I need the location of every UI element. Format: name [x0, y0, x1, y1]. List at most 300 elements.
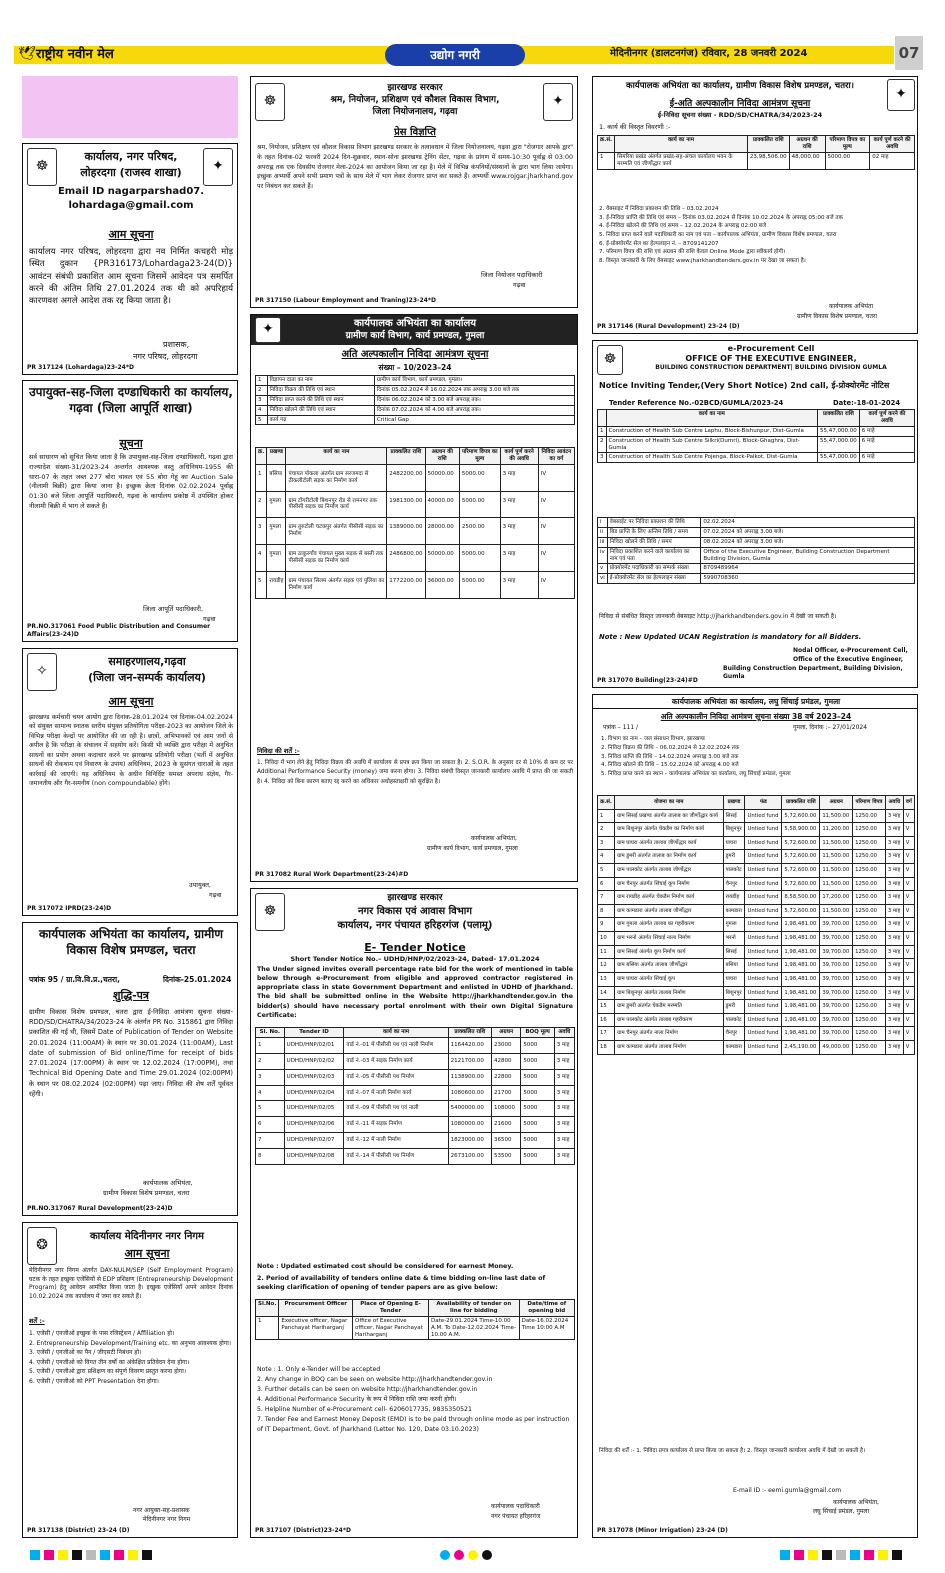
table-header-row	[598, 136, 915, 153]
office-name: कार्यपालक अभियंता का कार्यालय, ग्रामीण विकास विशेष प्रमण्डल, चतरा।	[626, 81, 854, 91]
office-name: OFFICE OF THE EXECUTIVE ENGINEER,	[685, 354, 857, 363]
pr-reference: PR 317107 (District)23-24*D	[255, 1526, 351, 1534]
table-cell: 5000	[521, 1101, 554, 1117]
pr-reference: PR.NO.317067 Rural Development(23-24)D	[27, 1204, 173, 1212]
page-number: 07	[895, 36, 923, 70]
table-cell: 4	[598, 850, 615, 864]
table-cell: 1250.00	[853, 918, 886, 932]
term-item: 3. एजेंसी / एनजीओ का पैन / जीएसटी निबंधन हो।	[29, 1349, 142, 1357]
table-cell: 3	[256, 395, 268, 405]
column-header: वर्ग	[903, 796, 914, 810]
table-cell: 1772200.00	[387, 571, 425, 598]
table-cell: कामडारा	[723, 1040, 745, 1054]
table-cell: बसिया	[267, 464, 286, 491]
table-cell: 11,500.00	[820, 809, 853, 823]
term-item: 4. एजेंसी / एनजीओ को विगत तीन वर्षों का अंकेक्षित प्रतिवेदन देना होगा।	[29, 1358, 190, 1366]
table-row	[256, 385, 575, 395]
pr-reference: PR 317072 IPRD(23-24)D	[27, 904, 112, 912]
table-cell: ई-प्रोक्योरमेंट सेल का हेल्पलाइन संख्या	[607, 574, 701, 584]
table-cell: 1250.00	[853, 986, 886, 1000]
signer: कार्यपालक अभियंता,	[143, 1179, 193, 1187]
table-cell: UDHD/HNP/02/05	[284, 1101, 344, 1117]
table-cell: ग्राम टोंगरीटोली बिशनपुर रोड से रामनगर तक पीसीसी सड़क का निर्माण कार्य	[286, 491, 387, 518]
table-row	[598, 574, 915, 584]
info-line: 3. ई-निविदा प्राप्ति की तिथि एवं समय – दिनांक 03.02.2024 से दिनांक 10.02.2024 के अपराह्न 05:00 बजे तक	[599, 214, 843, 221]
table-row	[256, 1069, 575, 1085]
table-cell: 5400000.00	[448, 1101, 491, 1117]
emblem-icon: ✦	[543, 83, 573, 121]
table-cell: 11	[598, 945, 615, 959]
scheme-table-wrap	[597, 795, 915, 1055]
column-header: प्रखण्ड	[267, 448, 286, 465]
table-cell: दिनांक 05.02.2024 से 16.02.2024 तक अपराह्न 3.00 बजे तक	[374, 385, 574, 395]
table-cell: ग्राम घाघरा अंतर्गत सिंचाई कूप	[615, 972, 723, 986]
table-cell: 07.02.2024 को अपराह्न 3.00 बजे।	[701, 527, 915, 537]
table-cell: 3	[598, 453, 607, 463]
table-cell: 3 माह	[554, 1133, 574, 1149]
period-table	[255, 1299, 575, 1340]
table-cell: 3 माह	[885, 864, 903, 878]
info-lines	[601, 735, 913, 779]
notice-garhwa-supply	[22, 380, 238, 642]
table-cell: Date-29.01.2024 Time-10.00 A.M. To Date-12.02.2024 Time-10.00 A.M.	[429, 1316, 520, 1340]
email-line-2: lohardaga@gmail.com	[68, 200, 194, 211]
table-cell: 3 माह	[554, 1101, 574, 1117]
table-row	[598, 864, 915, 878]
registration-swatch	[864, 1550, 874, 1560]
table-cell: 11,500.00	[820, 904, 853, 918]
signer-3: Building Construction Department, Building Division, Gumla	[723, 665, 903, 680]
table-cell: 2673100.00	[448, 1149, 491, 1165]
table-cell: घाघरा	[723, 972, 745, 986]
table-cell: 1250.00	[853, 945, 886, 959]
column-header: अवधि	[885, 796, 903, 810]
work-table-wrap	[597, 409, 915, 463]
column-header: Date/time of opening bid	[519, 1300, 574, 1317]
table-cell: निविदा प्रकाशित करने वाले कार्यालय का नाम एवं पता	[607, 547, 701, 564]
table-cell: 1080000.00	[448, 1117, 491, 1133]
notice-body: ग्रामीण विकास विशेष प्रमण्डल, चतरा द्वारा ई-निविदा आमंत्रण सूचना संख्या-RDD/SD/CHATRA/34/2023-24 के अंतर्गत PR No. 315861 द्वारा निविदा प्रकाशित की गई थी, जिसमें Date of Publication of Tender on Website 20.01.2024 (11:00AM) के स्थान पर 30.01.2024 (11:00AM), Last date of submission of Bid online/Time for receipt of bids 27.01.2024 (17:00PM) के स्थान पर 12.02.2024 (17:00PM), तथा Technical Bid Opening Date and Time 29.01.2024 (02:00PM) के स्थान पर 08.02.2024 (02:00PM) पढ़ा जाए। निविदा की शेष शर्तें पूर्ववत रहेंगी।	[29, 1008, 233, 1098]
table-cell: 3 माह	[885, 959, 903, 973]
table-row	[256, 395, 575, 405]
table-cell: ग्राम बसिया अंतर्गत तालाब जीर्णोद्धार	[615, 959, 723, 973]
table-cell: 3 माह	[885, 1000, 903, 1014]
table-header-row	[598, 796, 915, 810]
info-table	[597, 517, 915, 584]
table-cell: निविदा खोलने की तिथि / समय	[607, 537, 701, 547]
table-cell: ग्राम सिसई अंतर्गत कूप निर्माण कार्य	[615, 945, 723, 959]
table-cell: 3 माह	[500, 545, 538, 572]
table-cell: 1138900.00	[448, 1069, 491, 1085]
table-cell: दिनांक 07.02.2024 को 4.00 बजे अपराह्न तक।	[374, 405, 574, 415]
table-cell: 5,72,600.00	[782, 809, 820, 823]
table-cell: ग्राम रायडीह अंतर्गत चेकडैम निर्माण कार्य	[615, 891, 723, 905]
table-cell: UDHD/HNP/02/01	[284, 1037, 344, 1053]
table-cell: वार्ड नं.-14 में पीसीसी पथ निर्माण	[344, 1149, 448, 1165]
table-cell: 1	[598, 809, 615, 823]
table-cell: UDHD/HNP/02/08	[284, 1149, 344, 1165]
table-cell: डुमरी	[723, 850, 745, 864]
table-cell: 10	[598, 932, 615, 946]
table-cell: 6 माहे	[859, 453, 914, 463]
info-table-wrap	[255, 375, 575, 425]
table-row	[256, 518, 575, 545]
table-row	[598, 152, 915, 169]
table-row	[598, 1013, 915, 1027]
table-cell: 5000	[521, 1085, 554, 1101]
table-cell: 5000	[521, 1117, 554, 1133]
note-item: 4. Additional Performance Security के रूप में निविदा राशि जमा करनी होगी।	[257, 1395, 457, 1403]
letter-date: गुमला, दिनांक :– 27/01/2024	[793, 724, 868, 731]
signer: प्रशासक,	[163, 340, 190, 349]
table-cell: कामडारा	[723, 904, 745, 918]
table-cell: 2500.00	[459, 518, 500, 545]
table-cell: 23,98,506.00	[747, 152, 789, 169]
table-cell: Untied fund	[745, 986, 782, 1000]
emblem-icon: ✦	[887, 79, 915, 111]
table-cell: 5000	[521, 1069, 554, 1085]
table-cell: 7	[598, 891, 615, 905]
table-row	[256, 1316, 575, 1340]
table-row	[598, 436, 915, 453]
table-cell: 11,500.00	[820, 836, 853, 850]
column-header: कार्य का नाम	[606, 410, 818, 427]
tender-table	[255, 1027, 575, 1165]
table-cell: 2	[256, 385, 268, 395]
column-header: परिमाण विपत्र का मूल्य	[825, 136, 870, 153]
masthead-title: राष्ट्रीय नवीन मेल	[36, 47, 114, 62]
table-row	[598, 986, 915, 1000]
info-line: 4. ई-निविदा खोलने की तिथि एवं समय – 12.02.2024 के अपराह्न 02:00 बजे	[599, 223, 767, 230]
work-table	[255, 447, 575, 599]
notice-medininagar	[22, 1222, 238, 1538]
section-title: उद्योग नगरी	[385, 44, 525, 66]
table-row	[598, 809, 915, 823]
signer: कार्यपालक अभियंता,	[471, 835, 517, 842]
table-cell: 2	[598, 436, 607, 453]
table-cell: 1,98,481.00	[782, 945, 820, 959]
table-cell: गुमला	[267, 491, 286, 518]
term-item: 6. एजेंसी / एनजीओ को PPT Presentation देना होगा।	[29, 1377, 159, 1385]
table-cell: 1250.00	[853, 877, 886, 891]
table-cell: 3 माह	[885, 809, 903, 823]
table-row	[598, 918, 915, 932]
table-cell: 5	[256, 571, 267, 598]
table-cell: 3 माह	[885, 1040, 903, 1054]
table-cell: 39,700.00	[820, 972, 853, 986]
emblem-icon: ✧	[27, 653, 57, 691]
table-cell: ग्राम बिशुनपुर अंतर्गत चेकडैम का निर्माण कार्य	[615, 823, 723, 837]
signer-2: गढ़वा	[203, 615, 216, 623]
table-cell: 28000.00	[425, 518, 459, 545]
table-cell: 16	[598, 1013, 615, 1027]
table-cell: बिशुनपुर	[723, 823, 745, 837]
column-header	[598, 410, 607, 427]
table-row	[598, 972, 915, 986]
table-cell: ग्राम भरनो अंतर्गत सिंचाई नाला निर्माण	[615, 932, 723, 946]
table-cell: 2486800.00	[387, 545, 425, 572]
table-cell: 50000.00	[425, 464, 459, 491]
column-header: कार्य पूर्ण करने की अवधि	[500, 448, 538, 465]
table-cell: निविदा प्राप्त करने की तिथि एवं स्थान	[267, 395, 374, 405]
table-cell: Office of the Executive Engineer, Building Construction Department Building Division, Gumla	[701, 547, 915, 564]
notice-number: Short Tender Notice No.– UDHD/HNP/02/2023-24, Dated- 17.01.2024	[290, 955, 540, 963]
table-cell: UDHD/HNP/02/03	[284, 1069, 344, 1085]
signer-2: नगर पंचायत हरिहरगंज	[491, 1513, 541, 1520]
column-header: कार्य पूर्ण करने की अवधि	[870, 136, 915, 153]
table-row	[598, 1040, 915, 1054]
table-cell: निविदा खोलने की तिथि एवं स्थान	[267, 405, 374, 415]
table-cell: IV	[538, 518, 574, 545]
table-cell: ग्राम चैनपुर अंतर्गत नाला निर्माण	[615, 1027, 723, 1041]
table-cell: 8	[256, 1149, 285, 1165]
office-name: कार्यपालक अभियंता का कार्यालय	[353, 318, 477, 329]
table-cell: 5000.00	[825, 152, 870, 169]
table-cell: Untied fund	[745, 891, 782, 905]
table-cell: ग्राम सिसई प्रखण्ड अंतर्गत तालाब का जीर्णोद्धार कार्य	[615, 809, 723, 823]
table-cell: 5,72,600.00	[782, 904, 820, 918]
table-cell: सिसई	[723, 945, 745, 959]
table-cell: 3 माह	[554, 1037, 574, 1053]
emblem-icon: ❂	[27, 1227, 57, 1265]
table-cell: रायडीह	[267, 571, 286, 598]
registration-dot	[454, 1550, 464, 1560]
column-header: क्र.	[256, 448, 267, 465]
table-cell: कार्य गढ़	[267, 415, 374, 425]
table-cell: ग्राम कामडारा अंतर्गत तालाब जीर्णोद्धार	[615, 904, 723, 918]
table-cell: सिसई	[723, 809, 745, 823]
table-cell: 22800	[491, 1069, 520, 1085]
table-cell: 4	[256, 405, 268, 415]
table-row	[598, 932, 915, 946]
table-cell: 1250.00	[853, 823, 886, 837]
table-row	[598, 537, 915, 547]
registration-swatch	[850, 1550, 860, 1560]
table-cell: वार्ड नं.-12 में नाली निर्माण	[344, 1133, 448, 1149]
registration-swatch	[780, 1550, 790, 1560]
table-cell: 11,500.00	[820, 877, 853, 891]
table-cell: V	[903, 1000, 914, 1014]
signer-2: मेदिनीनगर नगर निगम	[143, 1516, 191, 1523]
table-cell: 11,200.00	[820, 823, 853, 837]
table-cell: 3 माह	[885, 932, 903, 946]
table-cell: Untied fund	[745, 809, 782, 823]
table-cell: 1250.00	[853, 864, 886, 878]
table-cell: वार्ड नं.-03 में सड़क निर्माण कार्य	[344, 1053, 448, 1069]
table-cell: 3 माह	[500, 464, 538, 491]
footer-text: निविदा की शर्तें :- 1. निविदा प्रपत्र कार्यालय से प्राप्त किया जा सकता है। 2. विस्तृत जानकारी कार्यालय अवधि में देखी जा सकती है।	[599, 1448, 866, 1454]
notice-body: झारखण्ड कर्मचारी चयन आयोग द्वारा दिनांक-28.01.2024 एवं दिनांक-04.02.2024 को संयुक्त सामान्य स्नातक स्तरीय संयुक्त प्रतियोगिता परीक्षा-2023 का आयोजन जिले के विभिन्न परीक्षा केन्द्रों पर आयोजित की जा रही है। छात्रों, अभिभावकों एवं आम जनों से अपील है कि परीक्षा के संचालन में सहयोग करें। किसी भी व्यक्ति द्वारा परीक्षा में अनुचित साधनों का प्रयोग अथवा कदाचार करने पर झारखण्ड प्रतियोगी परीक्षा (भर्ती में अनुचित साधनों की रोकथाम एवं निवारण के उपाय) अधिनियम, 2023 के सुसंगत धाराओं के तहत कार्रवाई की जाएगी। यह अधिनियम के अधीन विनिर्दिष्ट समस्त अपराध संज्ञेय, गैर-जमानतीय और गैर-समनीय (non compoundable) होंगे।	[29, 714, 233, 788]
table-cell: 21700	[491, 1085, 520, 1101]
table-cell: 1250.00	[853, 904, 886, 918]
table-cell: 3 माह	[885, 972, 903, 986]
column-header: Availability of tender on line for bidding	[429, 1300, 520, 1317]
registration-swatch	[892, 1550, 902, 1560]
table-cell: 6 माहे	[859, 436, 914, 453]
table-cell: 8709489964	[701, 564, 915, 574]
table-cell: 3 माह	[885, 850, 903, 864]
table-cell: 3 माह	[885, 836, 903, 850]
details-label: 1. कार्य की विस्तृत विवरणी :-	[599, 123, 671, 131]
table-cell: 48,000.00	[789, 152, 825, 169]
table-cell: 1,98,481.00	[782, 918, 820, 932]
table-cell: ग्राम तुरुटोली चटकपुर अंतर्गत पीसीसी सड़क का निर्माण	[286, 518, 387, 545]
table-cell: V	[903, 864, 914, 878]
table-cell: 6 माहे	[859, 426, 914, 436]
table-cell: 23000	[491, 1037, 520, 1053]
signer-2: ग्रामीण विकास विशेष प्रमण्डल, चतरा	[797, 313, 877, 320]
info-lines	[599, 205, 913, 266]
note-item: 7. Tender Fee and Earnest Money Deposit (EMD) is to be paid through online mode as per instruction of IT Department, Govt. of Jharkhand (Letter No. 120, Date 03.10.2023)	[257, 1415, 570, 1433]
table-cell: 1,98,481.00	[782, 1013, 820, 1027]
table-cell: 21600	[491, 1117, 520, 1133]
table-cell: पालकोट	[723, 864, 745, 878]
table-cell: निविदा विक्रय की तिथि एवं स्थान	[267, 385, 374, 395]
table-cell: 17	[598, 1027, 615, 1041]
table-cell: 15	[598, 1000, 615, 1014]
table-cell: V	[903, 904, 914, 918]
office-name: समाहरणालय,गढ़वा	[108, 655, 186, 668]
notice-heading: सूचना	[119, 437, 143, 450]
table-row	[598, 527, 915, 537]
table-cell: Construction of Health Sub Centre Silkri(Dumri), Block-Ghaghra, Dist-Gumla	[606, 436, 818, 453]
table-cell: 2	[256, 491, 267, 518]
column-header: Procurement Officer	[279, 1300, 353, 1317]
office-name: कार्यपालक अभियंता का कार्यालय, लघु सिंचाई प्रमंडल, गुमला	[671, 697, 841, 706]
table-cell: ग्राम बिशुनपुर अंतर्गत तालाब निर्माण	[615, 986, 723, 1000]
table-cell: चैनपुर	[723, 1027, 745, 1041]
registration-swatch	[58, 1550, 68, 1560]
signer: कार्यपालक पदाधिकारी	[491, 1503, 540, 1510]
table-cell: UDHD/HNP/02/06	[284, 1117, 344, 1133]
table-cell: i	[598, 518, 608, 528]
table-cell: ग्राम डुमरी अंतर्गत तालाब का निर्माण कार्य	[615, 850, 723, 864]
table-cell: 39,700.00	[820, 1013, 853, 1027]
table-cell: Untied fund	[745, 1000, 782, 1014]
table-cell: 3 माह	[885, 918, 903, 932]
table-cell: 5000.00	[459, 571, 500, 598]
table-cell: UDHD/HNP/02/07	[284, 1133, 344, 1149]
info-line: 8. विस्तृत जानकारी के लिए वेबसाइट www.jharkhandtenders.gov.in पर देखा जा सकता है।	[599, 257, 806, 264]
table-cell: UDHD/HNP/02/02	[284, 1053, 344, 1069]
signer: जिला नियोजन पदाधिकारी	[481, 271, 543, 279]
table-cell: 5	[256, 415, 268, 425]
work-table-wrap	[255, 447, 575, 599]
table-row	[256, 1101, 575, 1117]
table-cell: V	[903, 850, 914, 864]
notice-labour-garhwa	[250, 76, 578, 308]
table-cell: 02.02.2024	[701, 518, 915, 528]
table-cell: 108000	[491, 1101, 520, 1117]
table-row	[598, 891, 915, 905]
table-cell: 5000	[521, 1053, 554, 1069]
column-header: योजना का नाम	[615, 796, 723, 810]
emblem-icon: ✦	[203, 148, 233, 186]
table-cell: 8	[598, 904, 615, 918]
table-cell: Untied fund	[745, 1027, 782, 1041]
table-row	[598, 453, 915, 463]
registration-dot	[482, 1550, 492, 1560]
table-cell: 1250.00	[853, 1027, 886, 1041]
table-cell: ii	[598, 527, 608, 537]
info-line: 3. निविदा प्राप्ति की तिथि – 14.02.2024 अपराह्न 3.00 बजे तक	[601, 753, 739, 760]
dateline: मेदिनीनगर (डालटनगंज) रविवार, 28 जनवरी 2024	[610, 48, 808, 59]
pr-reference: PR 317070 Building(23-24)#D	[597, 676, 698, 684]
signer-2: गढ़वा	[513, 281, 526, 289]
registration-swatch	[794, 1550, 804, 1560]
table-cell: 5,72,600.00	[782, 836, 820, 850]
note-item: 2. Any change in BOQ can be seen on website http://jharkhandtender.gov.in	[257, 1375, 493, 1383]
term-item: 2. Entrepreneurship Development/Training etc. का अनुभव आवश्यक होगा।	[29, 1339, 232, 1347]
table-cell: 3 माह	[885, 891, 903, 905]
scheme-table	[597, 795, 915, 1055]
table-row	[256, 376, 575, 386]
registration-swatch	[44, 1550, 54, 1560]
table-cell: 5000.00	[459, 464, 500, 491]
table-cell: 1250.00	[853, 1000, 886, 1014]
table-cell: Date-16.02.2024 Time 10:00 A.M	[519, 1316, 574, 1340]
table-cell: ग्राम घाघरा अंतर्गत तालाब जीर्णोद्धार कार्य	[615, 836, 723, 850]
info-line: 1. विभाग का नाम – जल संसाधन विभाग, झारखण्ड	[601, 736, 705, 742]
table-cell: 5000	[521, 1149, 554, 1165]
table-cell: 5000.00	[459, 545, 500, 572]
table-row	[256, 464, 575, 491]
table-cell: Critical Gap	[374, 415, 574, 425]
table-cell: 3 माह	[500, 571, 538, 598]
footer-text: निविदा से संबंधित विस्तृत जानकारी वेबसाइट http://jharkhandtenders.gov.in में देखी जा सकती है।	[599, 613, 837, 620]
registration-swatch	[72, 1550, 82, 1560]
info-table	[255, 375, 575, 425]
term-item: 5. एजेंसी / एनजीओ द्वारा प्रशिक्षण का संपूर्ण विवरण प्रस्तुत करना होगा।	[29, 1368, 187, 1376]
notice-number: ई-निविदा सूचना संख्या - RDD/SD/CHATRA/34/2023-24	[657, 111, 823, 119]
table-cell: 4	[256, 545, 267, 572]
table-cell: 1,98,481.00	[782, 972, 820, 986]
notice-heading: अति अल्पकालीन निविदा आमंत्रण सूचना संख्या 38 वर्ष 2023–24	[660, 712, 852, 721]
table-row	[598, 836, 915, 850]
dept-name: श्रम, नियोजन, प्रशिक्षण एवं कौशल विकास विभाग,	[330, 95, 500, 105]
column-header: प्राक्कलित राशि	[818, 410, 860, 427]
notice-heading: Notice Inviting Tender,(Very Short Notice) 2nd call, ई-प्रोक्योरमेंट नोटिस	[599, 381, 890, 390]
table-cell: 1164420.00	[448, 1037, 491, 1053]
table-cell: Untied fund	[745, 904, 782, 918]
notes-list	[257, 1365, 573, 1434]
table-cell: 1250.00	[853, 1040, 886, 1054]
table-cell: 40000.00	[425, 491, 459, 518]
registration-marks-top	[0, 0, 945, 36]
notice-heading: आम सूचना	[108, 695, 154, 708]
column-header: फंड	[745, 796, 782, 810]
table-cell: 1250.00	[853, 836, 886, 850]
table-cell: 39,700.00	[820, 1000, 853, 1014]
table-cell: 8,58,500.00	[782, 891, 820, 905]
table-cell: वार्ड नं.-11 में सड़क निर्माण	[344, 1117, 448, 1133]
table-row	[598, 1000, 915, 1014]
table-cell: ग्रामीण कार्य विभाग, कार्य प्रमण्डल, गुमला।	[374, 376, 574, 386]
table-cell: गुमला	[267, 518, 286, 545]
table-cell: 55,47,000.00	[818, 426, 860, 436]
info-line: 5. निविदा प्राप्त करने का स्थान – कार्यपालक अभियंता का कार्यालय, लघु सिंचाई प्रमंडल, गुमला	[601, 771, 791, 778]
table-cell: वार्ड नं.-01 में पीसीसी पथ एवं नाली निर्माण	[344, 1037, 448, 1053]
table-cell: 1250.00	[853, 891, 886, 905]
table-row	[256, 1149, 575, 1165]
notice-gumla-building	[592, 340, 918, 688]
registration-swatch	[128, 1550, 138, 1560]
table-row	[598, 904, 915, 918]
office-name: जिला नियोजनालय, गढ़वा	[372, 107, 458, 117]
table-row	[256, 1117, 575, 1133]
table-cell: Executive officer, Nagar Panchayat Hariharganj	[279, 1316, 353, 1340]
table-cell: Untied fund	[745, 850, 782, 864]
